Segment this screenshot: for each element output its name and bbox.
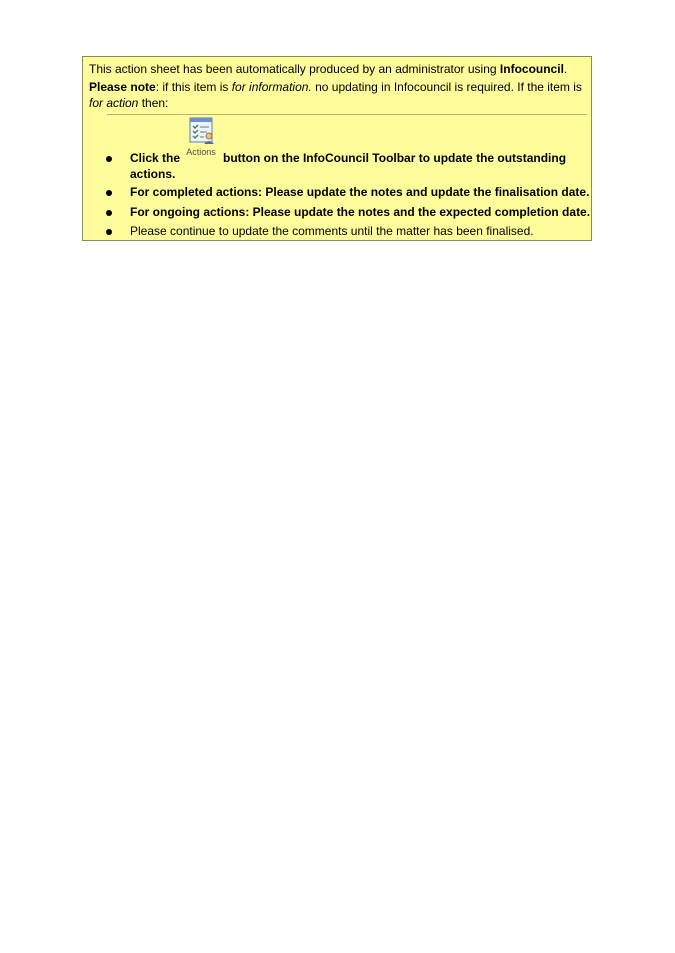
ongoing-actions-instruction: For ongoing actions: Please update the notes and the expected completion date.	[130, 205, 591, 219]
intro-text: This action sheet has been automatically produced by an administrator using	[89, 62, 500, 76]
divider	[107, 114, 587, 115]
click-the-text: Click the	[130, 151, 181, 165]
bullet-icon	[106, 156, 112, 162]
bullet-icon	[106, 190, 112, 196]
for-action-then: then:	[138, 96, 169, 110]
continue-updating-instruction: Please continue to update the comments until the matter has been finalised.	[130, 224, 534, 238]
actions-toolbar-button	[183, 117, 219, 159]
please-note-text-a: : if this item is	[155, 80, 232, 94]
action-sheet-notice	[82, 56, 592, 241]
bullet-icon	[106, 229, 112, 235]
actions-word: actions.	[130, 167, 176, 181]
bullet-icon	[106, 210, 112, 216]
please-note-text-b: no updating in Infocouncil is required. If the item is	[311, 80, 582, 94]
notice-for-action-line	[89, 95, 168, 111]
completed-actions-instruction: For completed actions: Please update the notes and update the finalisation date.	[130, 185, 590, 199]
infocouncil-name: Infocouncil	[499, 62, 564, 76]
notice-please-note-line	[89, 79, 582, 95]
for-action-text: for action	[89, 96, 139, 110]
for-information-text: for information.	[231, 80, 312, 94]
actions-button-label: Actions	[186, 147, 216, 157]
toolbar-instruction-text: button on the InfoCouncil Toolbar to update the outstanding	[223, 151, 567, 165]
please-note-label: Please note	[89, 80, 156, 94]
intro-period: .	[563, 62, 568, 76]
notice-intro-line	[89, 61, 567, 77]
